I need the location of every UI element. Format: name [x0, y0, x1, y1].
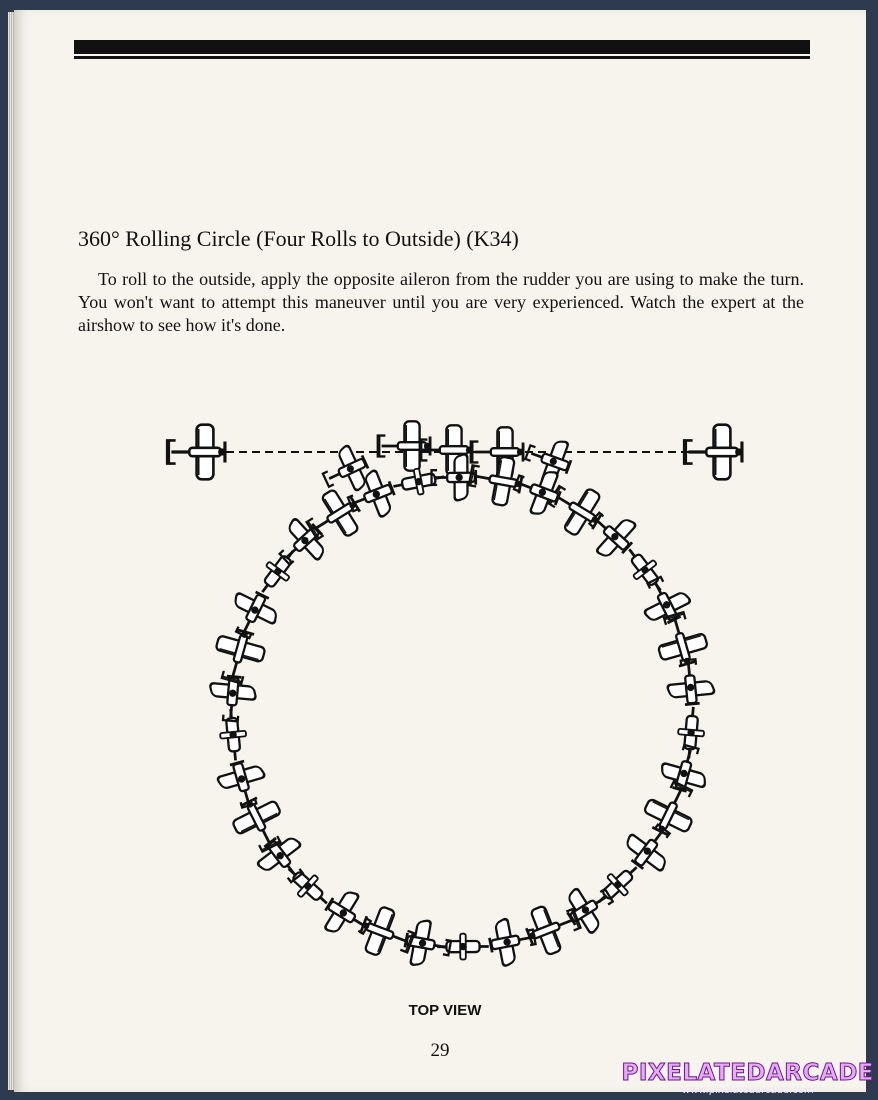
aircraft-line	[378, 421, 431, 470]
section-heading: 360° Rolling Circle (Four Rolls to Outside) (K34)	[78, 226, 519, 251]
aircraft-circle	[664, 658, 716, 707]
aircraft-circle	[355, 902, 420, 965]
diagram-caption: TOP VIEW	[408, 1002, 482, 1019]
aircraft-circle	[391, 464, 446, 499]
aircraft-group	[167, 421, 742, 972]
page-number: 29	[430, 1040, 450, 1061]
entry-aircraft	[167, 425, 225, 480]
watermark-url: www.pixelatedarcade.com	[681, 1085, 814, 1096]
body-paragraph: To roll to the outside, apply the opposite aileron from the rudder you are using to make the turn. You won't want to attempt this maneuver until you are very experienced. Watch the expert at the airshow to see how it's done.	[78, 269, 804, 335]
exit-aircraft	[684, 425, 742, 480]
watermark-title: PIXELATEDARCADE	[621, 1060, 874, 1086]
aircraft-circle	[221, 585, 284, 646]
aircraft-circle	[252, 543, 303, 600]
watermark	[621, 1061, 874, 1096]
